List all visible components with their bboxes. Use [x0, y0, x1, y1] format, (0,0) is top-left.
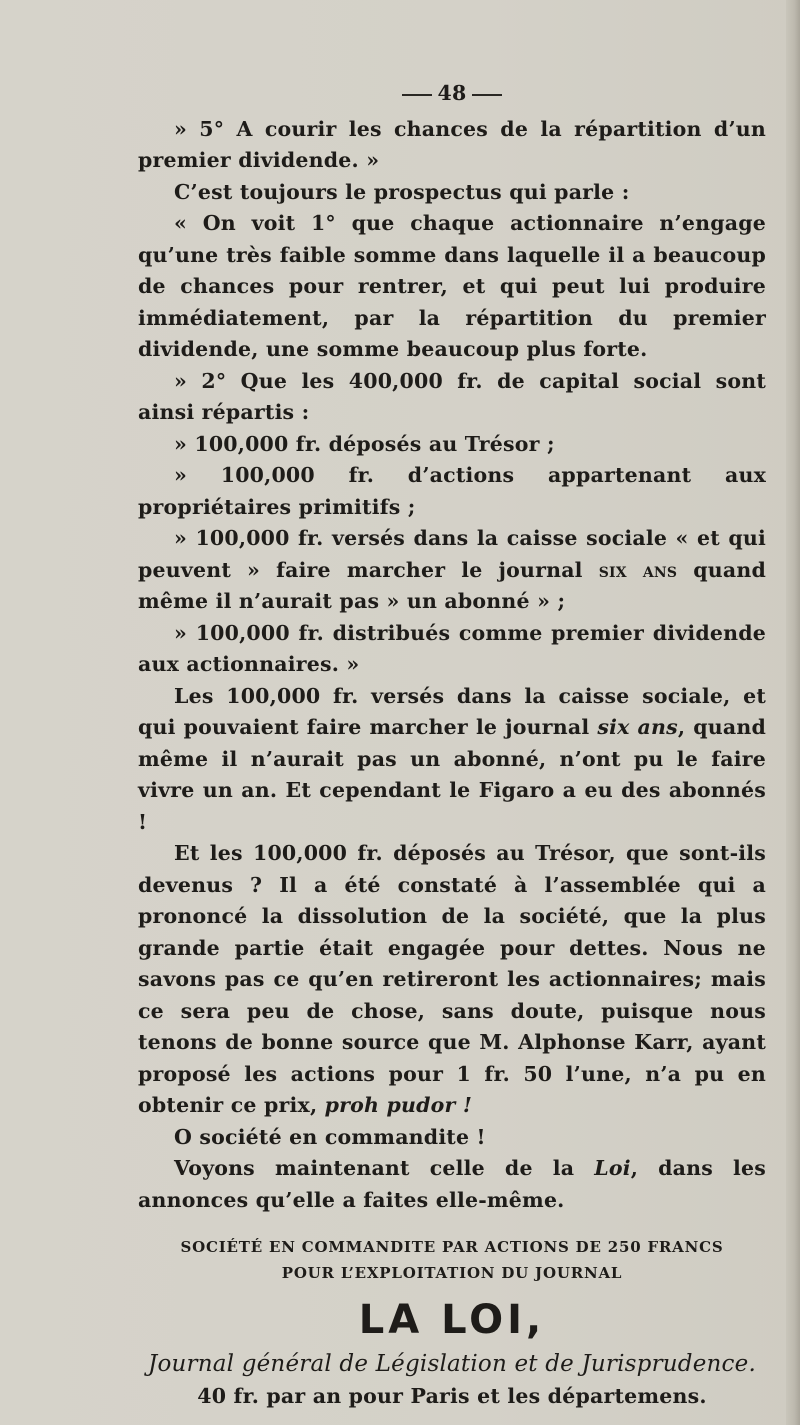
page-edge [786, 0, 800, 1425]
dash-left [402, 94, 432, 96]
paragraph-3: « On voit 1° que chaque actionnaire n’engage qu’une très faible somme dans laquelle il a beaucoup de chances pour rentrer, et qui peut lui produire immédiatement, par la répartition du premier dividende, une somme beaucoup plus forte. [138, 211, 766, 361]
p7-text-b: quand même il n’aurait pas » un abonné » ; [138, 557, 766, 613]
paragraph-10 [138, 838, 766, 1122]
journal-title: LA LOI, [358, 1297, 546, 1343]
dash-right [472, 94, 502, 96]
paragraph-12 [138, 1153, 766, 1216]
p7-text-a: » 100,000 fr. versés dans la caisse sociale « et qui peuvent » faire marcher le journal [138, 526, 766, 582]
page-text [138, 78, 766, 1412]
announcement-heading-line-2: POUR L’EXPLOITATION DU JOURNAL [281, 1264, 623, 1282]
page-number [138, 78, 766, 110]
p9-text-a: Les 100,000 fr. versés dans la caisse sociale, et qui pouvaient faire marcher le journal [138, 683, 766, 739]
paragraph-8: » 100,000 fr. distribués comme premier dividende aux actionnaires. » [138, 620, 766, 676]
paragraph-4: » 2° Que les 400,000 fr. de capital social sont ainsi répartis : [138, 368, 766, 424]
paragraph-1: » 5° A courir les chances de la répartition d’un premier dividende. » [138, 116, 766, 172]
p12-text-b: , dans les annonces qu’elle a faites elle-même. [138, 1156, 766, 1212]
p9-italic: six ans [597, 715, 678, 739]
paragraph-2: C’est toujours le prospectus qui parle : [174, 179, 630, 204]
p10-text-a: Et les 100,000 fr. déposés au Trésor, que sont-ils devenus ? Il a été constaté à l’assemblée qui a prononcé la dissolution de la société, que la plus grande partie était engagée pour dettes. Nous ne savons pas ce qu’en retireront les actionnaires; mais ce sera peu de chose, sans doute, puisque nous tenons de bonne source que M. Alphonse Karr, ayant proposé les actions pour 1 fr. 50 l’une, n’a pu en obtenir ce prix, [138, 841, 766, 1117]
paragraph-5: » 100,000 fr. déposés au Trésor ; [174, 431, 555, 456]
paragraph-11: O société en commandite ! [174, 1124, 486, 1149]
page-number-value: 48 [437, 81, 467, 105]
p10-italic: proh pudor ! [324, 1093, 473, 1117]
p7-small-caps: six ans [598, 557, 678, 582]
journal-subtitle: Journal général de Législation et de Jurisprudence. [148, 1351, 756, 1377]
paragraph-6: » 100,000 fr. d’actions appartenant aux propriétaires primitifs ; [138, 463, 766, 519]
p12-italic: Loi [594, 1156, 631, 1180]
p12-text-a: Voyons maintenant celle de la [174, 1156, 595, 1180]
p9-text-b: , quand même il n’aurait pas un abonné, n’ont pu le faire vivre un an. Et cependant le Figaro a eu des abonnés ! [138, 715, 766, 834]
announcement-heading-line-1: SOCIÉTÉ EN COMMANDITE PAR ACTIONS DE 250 FRANCS [180, 1238, 724, 1256]
paragraph-7 [138, 523, 766, 618]
subscription-price: 40 fr. par an pour Paris et les départemens. [197, 1384, 707, 1408]
announcement-heading [138, 1234, 766, 1286]
paragraph-9 [138, 681, 766, 839]
